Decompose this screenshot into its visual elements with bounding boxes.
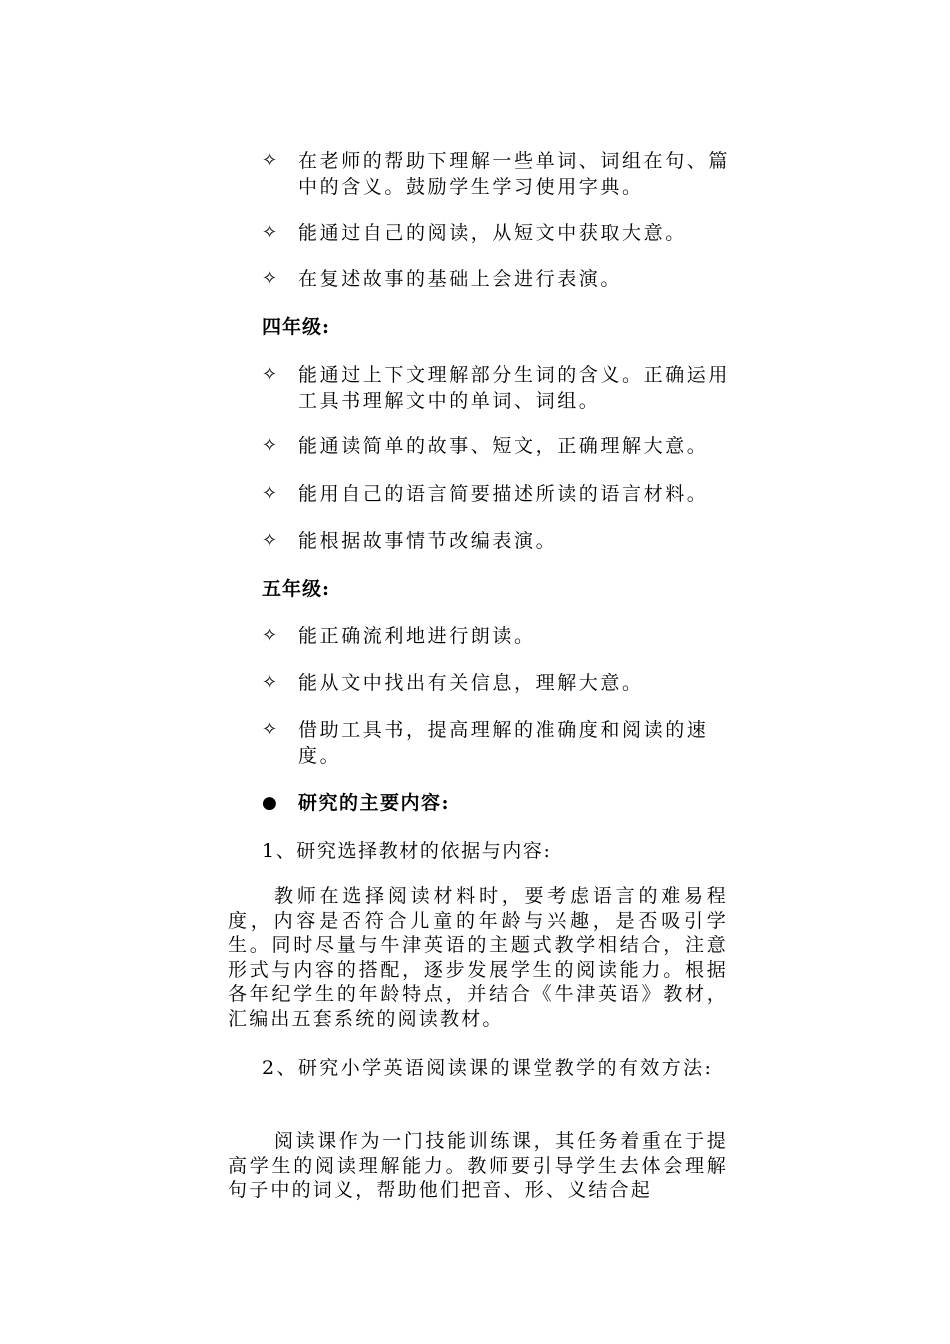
bullet-text: 在复述故事的基础上会进行表演。 (298, 268, 623, 290)
grade3-bullet-2 (262, 220, 730, 246)
grade4-heading: 四年级: (262, 316, 331, 338)
grade3-bullet-3 (262, 266, 730, 292)
diamond-bullet-icon: ✧ (262, 268, 278, 289)
item-2-heading: 2、研究小学英语阅读课的课堂教学的有效方法: (262, 1057, 714, 1079)
section-heading (262, 790, 450, 816)
bullet-text: 在老师的帮助下理解一些单词、词组在句、篇中的含义。鼓励学生学习使用字典。 (298, 150, 731, 198)
grade4-bullet-4 (262, 528, 730, 554)
paragraph-2: 阅读课作为一门技能训练课，其任务着重在于提高学生的阅读理解能力。教师要引导学生去体会理解句子中的词义，帮助他们把音、形、义结合起 (228, 1130, 728, 1201)
diamond-bullet-icon: ✧ (262, 483, 278, 504)
bullet-text: 能通读简单的故事、短文，正确理解大意。 (298, 435, 709, 457)
section-heading-text: 研究的主要内容: (298, 792, 451, 814)
grade5-bullet-2 (262, 670, 730, 696)
grade3-bullet-1 (262, 148, 730, 200)
diamond-bullet-icon: ✧ (262, 364, 278, 385)
item-1-heading: 1、研究选择教材的依据与内容: (262, 840, 552, 862)
bullet-text: 能通过上下文理解部分生词的含义。正确运用工具书理解文中的单词、词组。 (298, 364, 731, 412)
grade5-bullet-3 (262, 717, 730, 769)
bullet-text: 能通过自己的阅读，从短文中获取大意。 (298, 222, 687, 244)
grade4-bullet-1 (262, 362, 730, 414)
bullet-text: 能用自己的语言简要描述所读的语言材料。 (298, 483, 709, 505)
bullet-text: 能从文中找出有关信息，理解大意。 (298, 672, 644, 694)
paragraph-1: 教师在选择阅读材料时，要考虑语言的难易程度，内容是否符合儿童的年龄与兴趣，是否吸引学生。同时尽量与牛津英语的主题式教学相结合，注意形式与内容的搭配，逐步发展学生的阅读能力。根据各年纪学生的年龄特点，并结合《牛津英语》教材，汇编出五套系统的阅读教材。 (228, 885, 728, 1030)
diamond-bullet-icon: ✧ (262, 672, 278, 693)
diamond-bullet-icon: ✧ (262, 222, 278, 243)
grade5-heading: 五年级: (262, 578, 331, 600)
bullet-text: 能根据故事情节改编表演。 (298, 530, 558, 552)
bullet-text: 能正确流利地进行朗读。 (298, 625, 536, 647)
grade4-bullet-3 (262, 481, 730, 507)
grade5-bullet-1 (262, 623, 730, 649)
filled-circle-bullet-icon: ● (262, 793, 279, 813)
diamond-bullet-icon: ✧ (262, 530, 278, 551)
diamond-bullet-icon: ✧ (262, 150, 278, 171)
diamond-bullet-icon: ✧ (262, 719, 278, 740)
diamond-bullet-icon: ✧ (262, 625, 278, 646)
diamond-bullet-icon: ✧ (262, 435, 278, 456)
grade4-bullet-2 (262, 433, 730, 459)
bullet-text: 借助工具书，提高理解的准确度和阅读的速度。 (298, 719, 709, 767)
